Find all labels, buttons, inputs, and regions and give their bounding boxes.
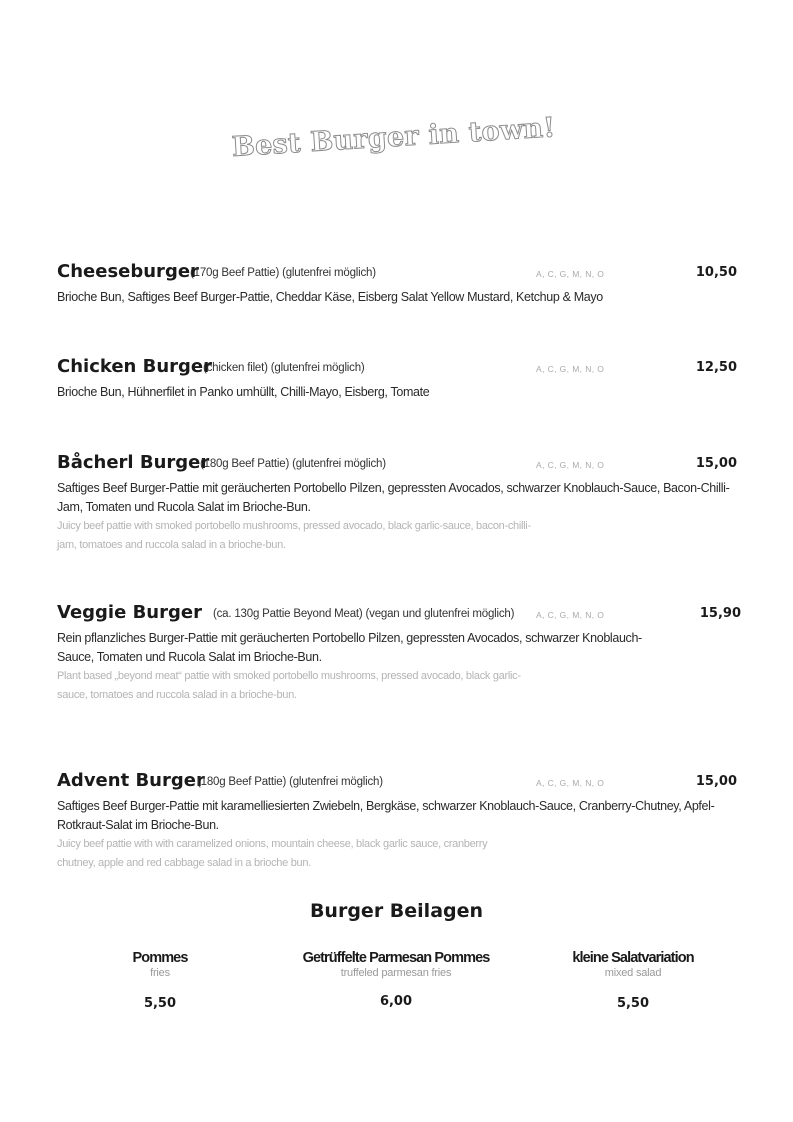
item-price: 12,50	[695, 360, 737, 375]
item-name: Chicken Burger	[57, 356, 213, 377]
item-note: (ca. 130g Pattie Beyond Meat) (vegan und glutenfrei möglich)	[213, 608, 515, 620]
item-note: (170g Beef Pattie) (glutenfrei möglich)	[190, 267, 376, 279]
item-allergens: A, C, G, M, N, O	[536, 610, 605, 620]
item-name: Båcherl Burger	[57, 452, 210, 473]
item-description-de: Saftiges Beef Burger-Pattie mit geräucherten Portobello Pilzen, gepressten Avocados, schwarzer Knoblauch-Sauce, Bacon-Chilli-Jam, Tomaten und Rucola Salat im Brioche-Bun.	[57, 481, 730, 514]
item-allergens: A, C, G, M, N, O	[536, 269, 605, 279]
item-price: 15,90	[699, 606, 741, 621]
item-note: (180g Beef Pattie) (glutenfrei möglich)	[200, 458, 386, 470]
menu-item-veggie-burger	[57, 599, 747, 705]
item-description-en: Juicy beef pattie with smoked portobello mushrooms, pressed avocado, black garlic-sauce, bacon-chilli-jam, tomatoes and ruccola salad in a brioche-bun.	[57, 520, 531, 551]
sides-title: Burger Beilagen	[309, 900, 484, 922]
item-note: (180g Beef Pattie) (glutenfrei möglich)	[197, 776, 383, 788]
side-name-en: fries	[150, 967, 170, 979]
menu-item-chicken-burger	[57, 353, 747, 402]
item-allergens: A, C, G, M, N, O	[536, 778, 605, 788]
item-description-de: Rein pflanzliches Burger-Pattie mit geräucherten Portobello Pilzen, gepressten Avocados, schwarzer Knoblauch-Sauce, Tomaten und Rucola Salat im Brioche-Bun.	[57, 631, 642, 664]
side-name: Pommes	[132, 950, 188, 966]
item-note: (chicken filet) (glutenfrei möglich)	[203, 362, 365, 374]
item-description-de: Brioche Bun, Saftiges Beef Burger-Pattie, Cheddar Käse, Eisberg Salat Yellow Mustard, Ketchup & Mayo	[57, 290, 603, 304]
item-price: 15,00	[695, 456, 737, 471]
item-name: Advent Burger	[57, 770, 205, 791]
side-name: Getrüffelte Parmesan Pommes	[302, 950, 490, 966]
side-name: kleine Salatvariation	[572, 950, 694, 966]
side-price: 6,00	[379, 994, 413, 1009]
menu-item-bacherl-burger	[57, 449, 747, 555]
item-description-en: Juicy beef pattie with with caramelized onions, mountain cheese, black garlic sauce, cranberry chutney, apple and red cabbage salad in a brioche bun.	[57, 838, 488, 869]
item-description-de: Brioche Bun, Hühnerfilet in Panko umhüllt, Chilli-Mayo, Eisberg, Tomate	[57, 385, 430, 399]
item-description-en: Plant based „beyond meat“ pattie with smoked portobello mushrooms, pressed avocado, black garlic-sauce, tomatoes and ruccola salad in a brioche-bun.	[57, 670, 521, 701]
side-name-en: mixed salad	[604, 967, 662, 979]
item-description-de: Saftiges Beef Burger-Pattie mit karamelliesierten Zwiebeln, Bergkäse, schwarzer Knoblauch-Sauce, Cranberry-Chutney, Apfel-Rotkraut-Salat im Brioche-Bun.	[57, 799, 715, 832]
item-name: Cheeseburger	[57, 261, 199, 282]
side-item-salad	[553, 950, 713, 1011]
item-price: 15,00	[695, 774, 737, 789]
item-allergens: A, C, G, M, N, O	[536, 364, 605, 374]
menu-item-advent-burger	[57, 767, 747, 873]
item-price: 10,50	[695, 265, 737, 280]
menu-item-cheeseburger	[57, 258, 747, 307]
item-allergens: A, C, G, M, N, O	[536, 460, 605, 470]
side-item-truffle-fries	[276, 950, 516, 1009]
side-item-pommes	[100, 950, 220, 1011]
item-name: Veggie Burger	[57, 602, 202, 623]
page-headline: Best Burger in town!	[231, 112, 557, 163]
side-price: 5,50	[616, 996, 650, 1011]
side-price: 5,50	[143, 996, 177, 1011]
side-name-en: truffeled parmesan fries	[340, 967, 452, 979]
